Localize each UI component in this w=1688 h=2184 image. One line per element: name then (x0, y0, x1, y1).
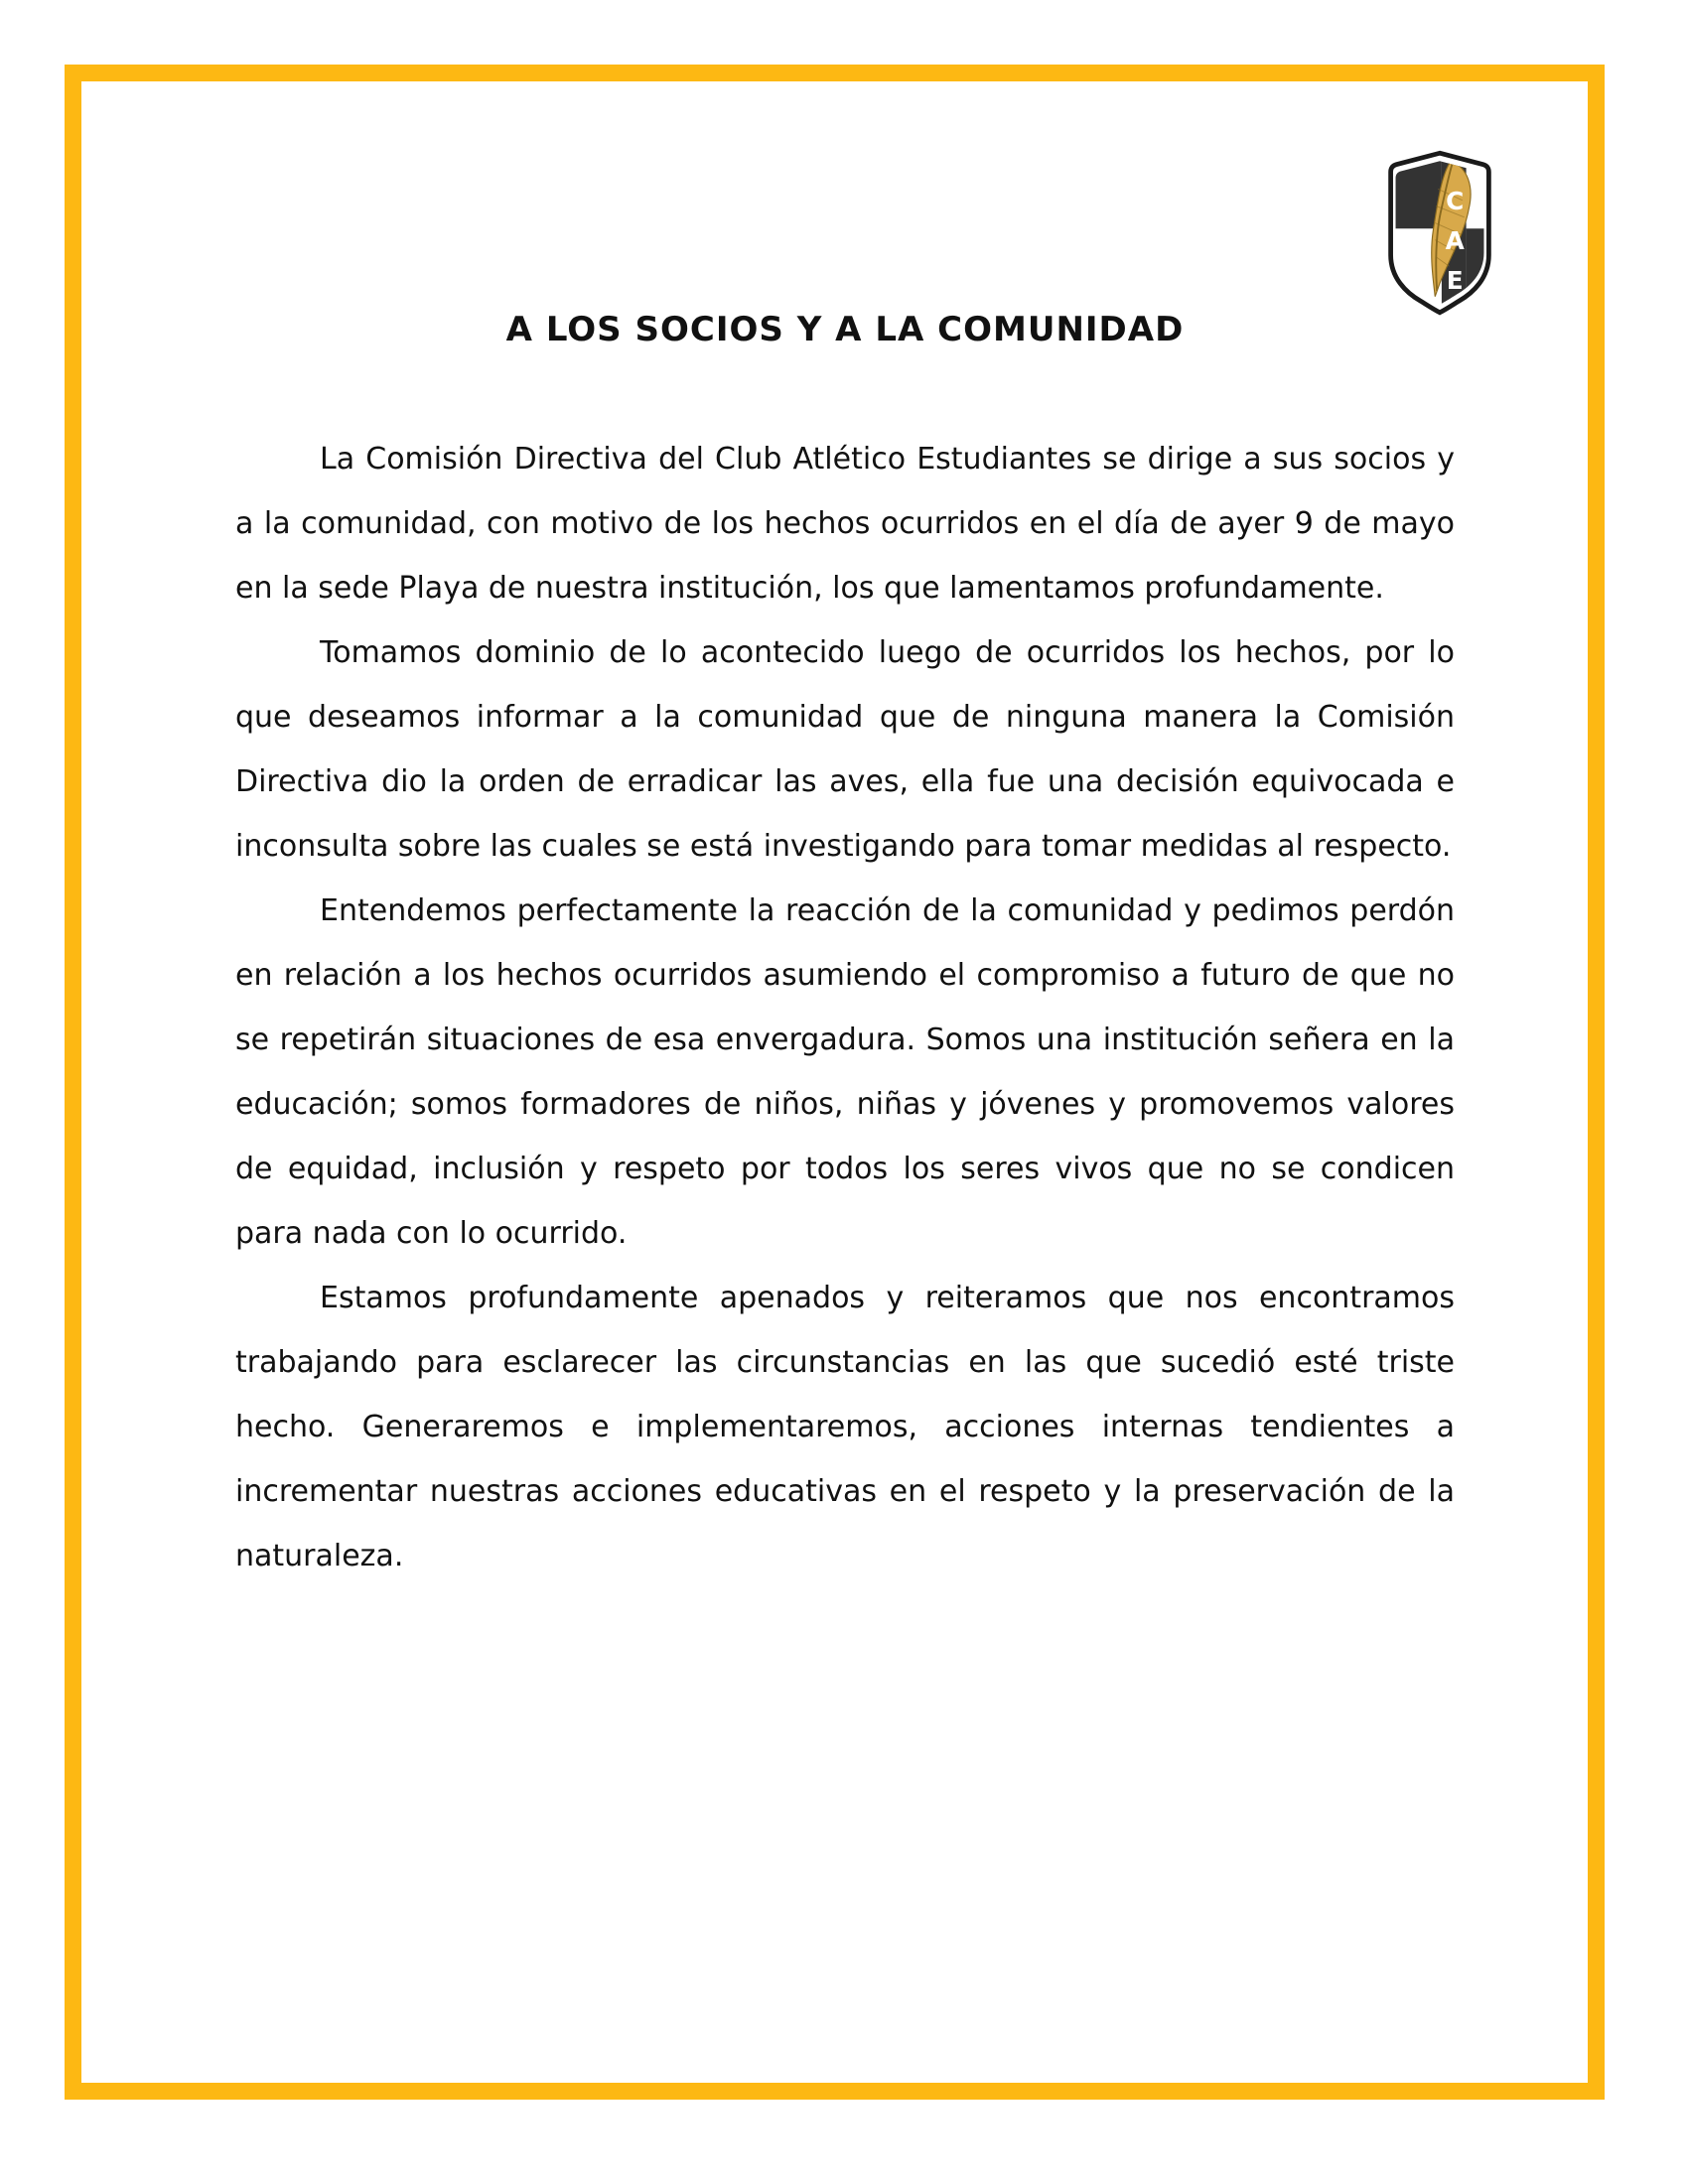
crest-letter-a: A (1445, 226, 1465, 256)
body-paragraph-1: La Comisión Directiva del Club Atlético Estudiantes se dirige a sus socios y a la comunidad, con motivo de los hechos ocurridos en el día de ayer 9 de mayo en la sede Playa de nuestra institución, los que lamentamos profundamente. (235, 442, 1455, 606)
letter-body (235, 427, 1455, 1588)
cae-crest-svg (1383, 149, 1496, 318)
body-paragraph-3: Entendemos perfectamente la reacción de la comunidad y pedimos perdón en relación a los hechos ocurridos asumiendo el compromiso a futuro de que no se repetirán situaciones de esa envergadura. Somos una institución señera en la educación; somos formadores de niños, niñas y jóvenes y promovemos valores de equidad, inclusión y respeto por todos los seres vivos que no se condicen para nada con lo ocurrido. (235, 893, 1455, 1251)
crest-letter-e: E (1446, 266, 1464, 296)
cae-crest-icon (1383, 149, 1496, 318)
body-paragraph-2: Tomamos dominio de lo acontecido luego de ocurridos los hechos, por lo que deseamos informar a la comunidad que de ninguna manera la Comisión Directiva dio la orden de erradicar las aves, ella fue una decisión equivocada e inconsulta sobre las cuales se está investigando para tomar medidas al respecto. (235, 635, 1455, 864)
crest-letter-c: C (1446, 187, 1465, 216)
page-title: A LOS SOCIOS Y A LA COMUNIDAD (505, 309, 1185, 349)
body-paragraph-4: Estamos profundamente apenados y reiteramos que nos encontramos trabajando para esclarecer las circunstancias en las que sucedió esté triste hecho. Generaremos e implementaremos, acciones internas tendientes a incrementar nuestras acciones educativas en el respeto y la preservación de la naturaleza. (235, 1281, 1455, 1573)
